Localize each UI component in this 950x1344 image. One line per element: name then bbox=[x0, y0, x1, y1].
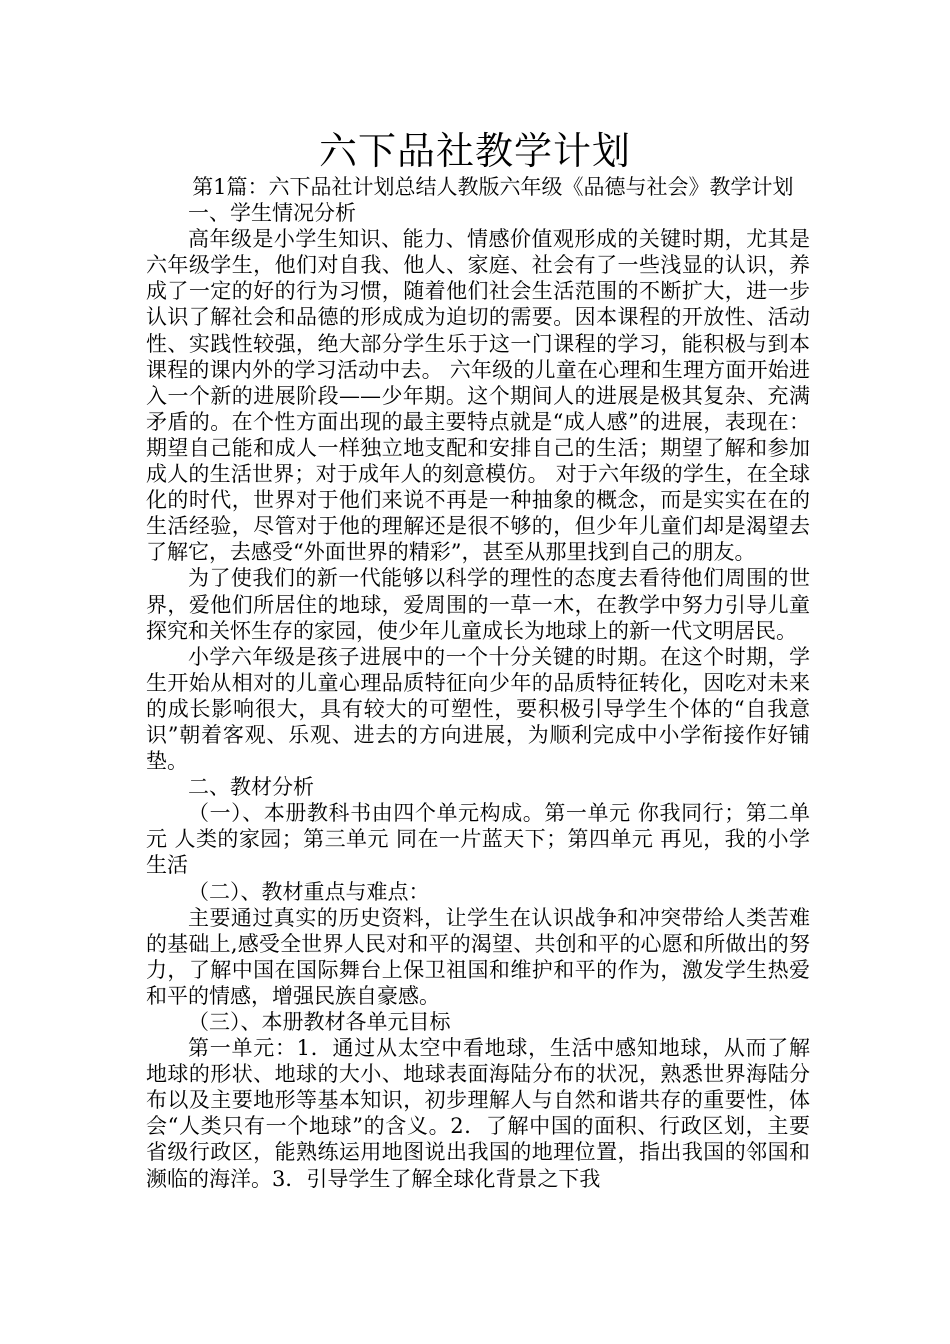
paragraph: 高年级是小学生知识、能力、情感价值观形成的关键时期，尤其是六年级学生，他们对自我、他人、家庭、社会有了一些浅显的认识，养成了一定的好的行为习惯，随着他们社会生活范围的不断扩大，进一步认识了解社会和品德的形成成为迫切的需要。因本课程的开放性、活动性、实践性较强，绝大部分学生乐于这一门课程的学习，能积极与到本课程的课内外的学习活动中去。 六年级的儿童在心理和生理方面开始进入一个新的进展阶段——少年期。这个期间人的进展是极其复杂、充满矛盾的。在个性方面出现的最主要特点就是“成人感”的进展，表现在：期望自己能和成人一样独立地支配和安排自己的生活；期望了解和参加成人的生活世界；对于成年人的刻意模仿。 对于六年级的学生，在全球化的时代，世界对于他们来说不再是一种抽象的概念，而是实实在在的生活经验，尽管对于他的理解还是很不够的，但少年儿童们却是渴望去了解它，去感受“外面世界的精彩”，甚至从那里找到自己的朋友。 bbox=[146, 227, 810, 565]
subsection-heading: 一、学生情况分析 bbox=[188, 201, 356, 226]
document-title: 六下品社教学计划 bbox=[318, 129, 631, 173]
paragraph: 第一单元：1．通过从太空中看地球，生活中感知地球，从而了解地球的形状、地球的大小、地球表面海陆分布的状况，熟悉世界海陆分布以及主要地形等基本知识，初步理解人与自然和谐共存的重要性，体会“人类只有一个地球”的含义。2．了解中国的面积、行政区划，主要省级行政区，能熟练运用地图说出我国的地理位置，指出我国的邻国和濒临的海洋。3．引导学生了解全球化背景之下我 bbox=[146, 1036, 810, 1191]
paragraph: （一）、本册教科书由四个单元构成。第一单元 你我同行；第二单元 人类的家园；第三单元 同在一片蓝天下；第四单元 再见，我的小学生活 bbox=[146, 801, 810, 878]
document-body bbox=[146, 174, 810, 1192]
paragraph: 小学六年级是孩子进展中的一个十分关键的时期。在这个时期，学生开始从相对的儿童心理品质特征向少年的品质特征转化，因吃对未来的成长影响很大，具有较大的可塑性，要积极引导学生个体的“自我意识”朝着客观、乐观、进去的方向进展，为顺利完成中小学衔接作好铺垫。 bbox=[146, 644, 810, 774]
subsection-heading: 二、教材分析 bbox=[188, 775, 314, 800]
paragraph: （三）、本册教材各单元目标 bbox=[188, 1010, 451, 1034]
paragraph: 主要通过真实的历史资料，让学生在认识战争和冲突带给人类苦难的基础上,感受全世界人民对和平的渴望、共创和平的心愿和所做出的努力，了解中国在国际舞台上保卫祖国和维护和平的作为，激发学生热爱和平的情感，增强民族自豪感。 bbox=[146, 905, 810, 1008]
paragraph: （二）、教材重点与难点： bbox=[188, 879, 430, 904]
section-heading: 第1篇：六下品社计划总结人教版六年级《品德与社会》教学计划 bbox=[192, 175, 794, 199]
paragraph: 为了使我们的新一代能够以科学的理性的态度去看待他们周围的世界，爱他们所居住的地球，爱周围的一草一木，在教学中努力引导儿童探究和关怀生存的家园，使少年儿童成长为地球上的新一代文明居民。 bbox=[146, 566, 810, 643]
